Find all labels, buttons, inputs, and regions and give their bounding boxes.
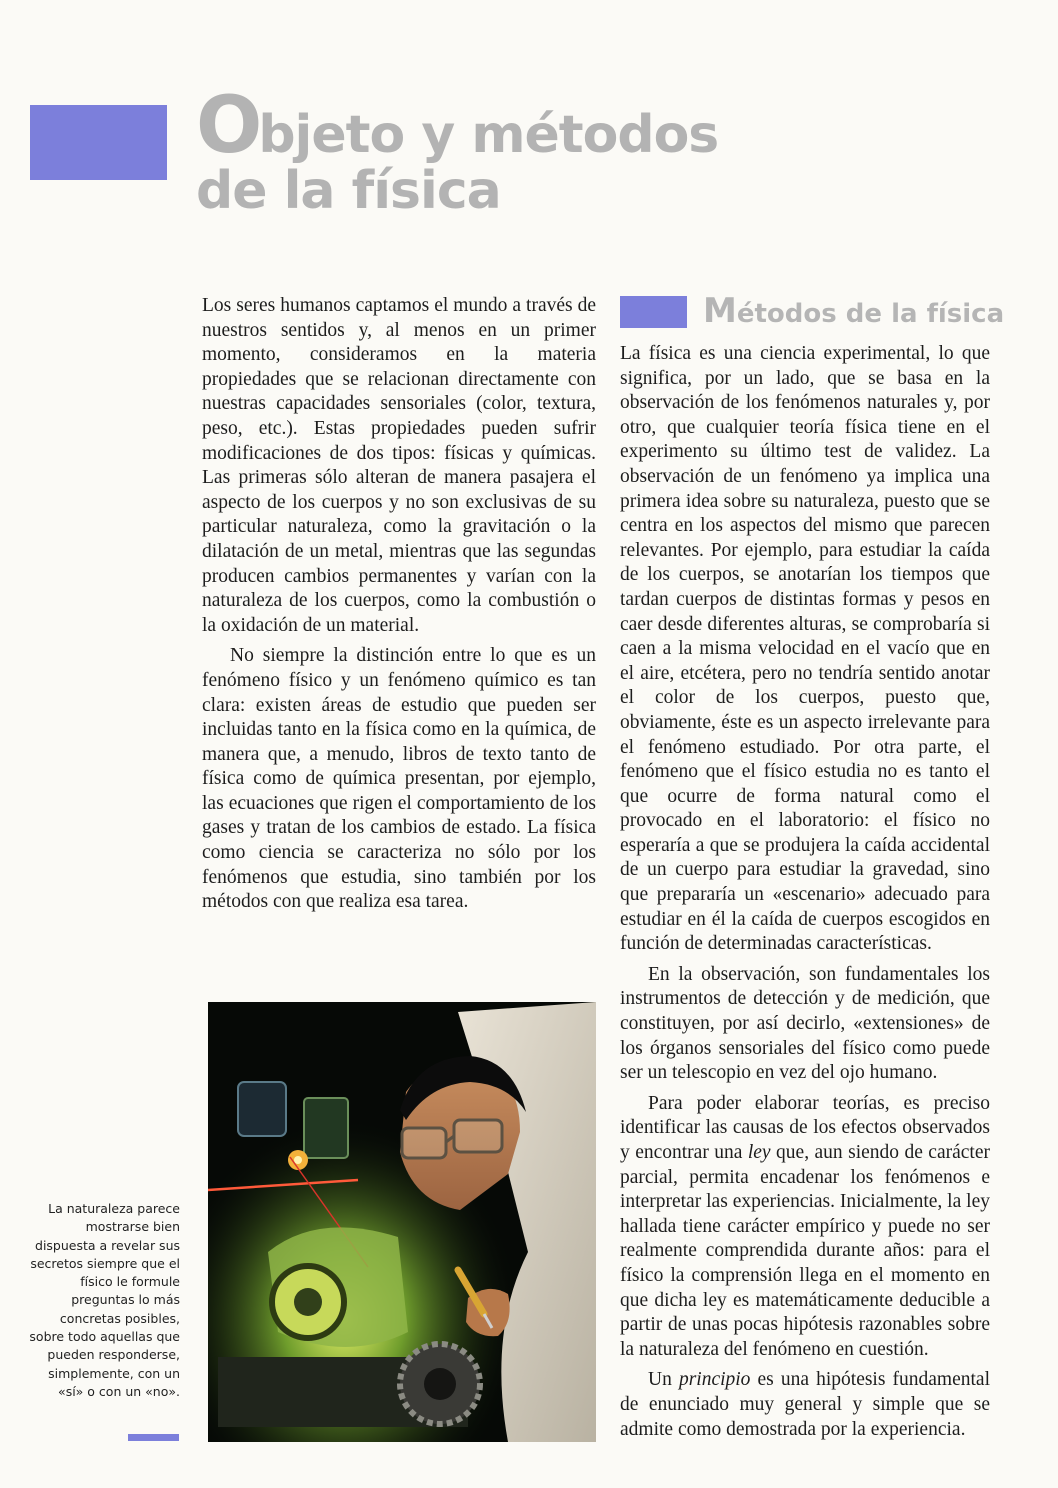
section-title-initial: M (703, 291, 737, 331)
title-line-2: de la física (196, 161, 501, 221)
title-line-1-text: bjeto y métodos (258, 105, 719, 165)
right-paragraph-4-end: es una hipótesis fundamental de enunciado muy general y simple que se admite como demostrada por la experiencia. (620, 1369, 990, 1440)
title-line-1 (196, 81, 719, 171)
right-paragraph-3-start: Para poder elaborar teorías, es preciso identificar las causas de los efectos observados y encontrar una (620, 1092, 990, 1163)
title-accent-block (30, 105, 167, 180)
section-accent-block (620, 296, 687, 328)
right-column (620, 342, 990, 1442)
section-title-text: étodos de la física (736, 299, 1005, 329)
right-paragraph-4-start: Un (648, 1369, 679, 1391)
title-initial: O (196, 81, 259, 171)
right-paragraph-3 (620, 1092, 990, 1363)
left-column (202, 294, 596, 915)
left-paragraph-1: Los seres humanos captamos el mundo a través de nuestros sentidos y, al menos en un primer momento, consideramos en la materia propiedades que se relacionan directamente con nuestras capacidades sensoriales (color, textura, peso, etc.). Estas propiedades pueden sufrir modificaciones de dos tipos: físicas y químicas. Las primeras sólo alteran de manera pasajera el aspecto de los cuerpos y no son exclusivas de su particular naturaleza, como la gravitación o la dilatación de un metal, mientras que las segundas producen cambios permanentes y varían con la naturaleza de los cuerpos, como la combustión o la oxidación de un material. (202, 295, 596, 636)
page-title (196, 81, 719, 221)
figure-caption: La naturaleza parece mostrarse bien dispuesta a revelar sus secretos siempre que el físico le formule preguntas lo más concretas posibles, sobre todo aquellas que pueden responderse, simplemente, con un «sí» o con un «no». (29, 1201, 180, 1399)
right-paragraph-4 (620, 1368, 990, 1442)
laboratory-photo-illustration (208, 1002, 596, 1442)
right-paragraph-1: La física es una ciencia experimental, lo que significa, por un lado, que se basa en la observación de los fenómenos naturales y, por otro, que cualquier teoría física tiene en el experimento su último test de validez. La observación de un fenómeno ya implica una primera idea sobre su naturaleza, puesto que se centra en los aspectos del mismo que parecen relevantes. Por ejemplo, para estudiar la caída de los cuerpos, se anotarían los tiempos que tardan cuerpos de distintas formas y pesos en caer desde diferentes alturas, se comprobaría si caen a la misma velocidad en el vacío que en el aire, etcétera, pero no tendría sentido anotar el color de los cuerpos, puesto que, obviamente, éste es un aspecto irrelevante para el fenómeno estudiado. Por otra parte, el fenómeno que el físico estudia no es tanto el que ocurre de forma natural como el provocado en el laboratorio: el físico no esperaría a que se produjera la caída accidental de un cuerpo para estudiar la gravedad, sino que prepararía un «escenario» adecuado para estudiar en él la caída de cuerpos escogidos en función de determinadas características. (620, 343, 990, 955)
laboratory-photo (208, 1002, 596, 1442)
term-principio: principio (678, 1369, 751, 1391)
right-paragraph-2: En la observación, son fundamentales los instrumentos de detección y de medición, que constituyen, por así decirlo, «extensiones» de los órganos sensoriales del físico como puede ser un telescopio en vez del ojo humano. (620, 963, 990, 1084)
term-ley: ley (747, 1142, 771, 1163)
caption-accent-bar (128, 1434, 179, 1441)
section-title (703, 291, 1004, 331)
right-paragraph-3-end: que, aun siendo de carácter parcial, permita encadenar los fenómenos e interpretar las experiencias. Inicialmente, la ley hallada tiene carácter empírico y puede no ser realmente comprendida durante años: para el físico la comprensión llega en el momento en que dicha ley es matemáticamente deducible a partir de unas pocas hipótesis razonables sobre la naturaleza del fenómeno en cuestión. (620, 1142, 990, 1360)
left-paragraph-2: No siempre la distinción entre lo que es un fenómeno físico y un fenómeno químico es tan clara: existen áreas de estudio que pueden ser incluidas tanto en la física como en la química, de manera que, a menudo, libros de texto tanto de física como de química presentan, por ejemplo, las ecuaciones que rigen el comportamiento de los gases y tratan de los cambios de estado. La física como ciencia se caracteriza no sólo por los fenómenos que estudia, sino también por los métodos con que realiza esa tarea. (202, 645, 596, 913)
